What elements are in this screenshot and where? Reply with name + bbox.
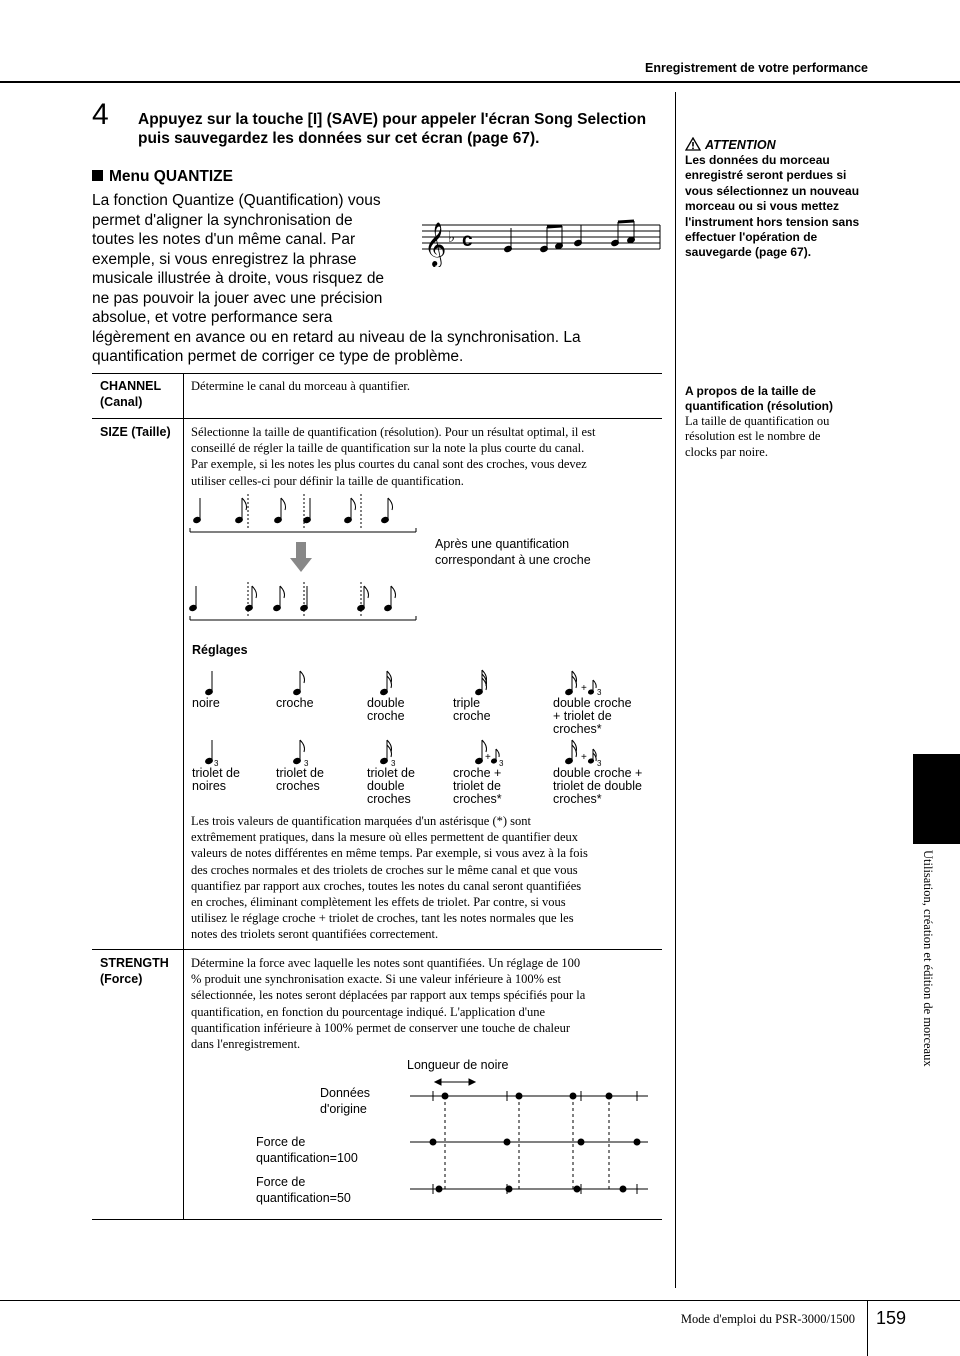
step-instruction (138, 110, 668, 148)
column-divider (675, 92, 676, 1288)
sidenote-heading (685, 384, 875, 415)
page-number: 159 (876, 1308, 907, 1328)
term-line: (Force) (100, 972, 143, 986)
intro-line: ne pas pouvoir la jouer avec une précision (92, 289, 383, 307)
setting-label (553, 767, 642, 807)
desc-line: en croches, éliminant complètement les effets de triolet. Par contre, si vous (191, 895, 566, 910)
eighth-plus-triplet-icon (475, 740, 504, 768)
table-row-rule (92, 949, 662, 950)
footer-rule (0, 1300, 960, 1301)
chapter-tab (913, 754, 960, 844)
desc-line: % produit une synchronisation exacte. Si une valeur inférieure à 100% est (191, 972, 562, 987)
settings-row2-notes (192, 738, 652, 768)
svg-text:3: 3 (499, 759, 504, 768)
desc-line: des croches normales et des triolets de croches sur le même canal et que vous (191, 862, 578, 877)
term-line: CHANNEL (100, 379, 162, 393)
attention-line: morceau ou si vous mettez (685, 199, 840, 214)
desc-line: Sélectionne la taille de quantification (résolution). Pour un résultat optimal, il est (191, 425, 596, 439)
attention-title: ATTENTION (705, 138, 776, 152)
setting-label-line: triolet de (276, 766, 324, 780)
setting-label-line: croche (453, 709, 491, 724)
warning-icon (685, 137, 701, 151)
attention-line: sauvegarde (page 67). (685, 245, 812, 260)
setting-label (367, 767, 415, 807)
desc-line: sélectionnée, les notes seront déplacées par rapport aux temps spécifiés pour la (191, 988, 586, 1003)
attention-line: Les données du morceau (685, 153, 830, 167)
desc-line: conseillé de régler la taille de quantification sur la note la plus courte du canal. (191, 441, 585, 456)
setting-label (276, 767, 324, 793)
sixteenth-note-icon (380, 671, 392, 696)
desc-line: utiliser celles-ci pour définir la taille de quantification. (191, 473, 464, 488)
intro-line: quantification permet de corriger ce type de problème. (92, 348, 464, 365)
attention-line: enregistré seront perdues si (685, 168, 847, 183)
running-header: Enregistrement de votre performance (645, 61, 868, 75)
step-number: 4 (92, 98, 109, 131)
chapter-tab-label: Utilisation, création et édition de morceaux (921, 850, 935, 1067)
desc-line: quantification, en fonction du pourcentage indiqué. L'application d'une (191, 1004, 546, 1019)
eighth-note-icon (293, 671, 305, 696)
sidenote-line: La taille de quantification ou (685, 414, 830, 428)
after-quantize-label (435, 536, 591, 568)
quarter-length-label: Longueur de noire (407, 1058, 509, 1072)
svg-text:c: c (462, 230, 473, 251)
table-column-divider (183, 373, 184, 1220)
down-arrow-icon (290, 542, 312, 572)
intro-line: musicale illustrée à droite, vous risquez de (92, 270, 385, 287)
eighth-triplet-icon (293, 740, 309, 768)
setting-label-line: croche (276, 696, 314, 710)
intro-line: toutes les notes d'un même canal. Par (92, 231, 356, 248)
size-note-paragraph (191, 813, 661, 943)
attention-line: l'instrument hors tension sans (685, 214, 860, 229)
intro-line: légèrement en avance ou en retard au niveau de la synchronisation. La (92, 328, 581, 346)
setting-label-line: double (367, 779, 405, 794)
quarter-note-icon (205, 671, 213, 696)
desc-line: quantification inférieure à 100% permet de conserver une touche de chaleur (191, 1020, 570, 1035)
step-line-1: Appuyez sur la touche [I] (SAVE) pour appeler l'écran Song Selection (138, 111, 647, 128)
svg-text:+: + (581, 752, 587, 763)
desc-line: valeurs de notes différentes en même temps. Par exemple, si vous avez à la fois (191, 846, 588, 861)
setting-label-line: croches* (453, 792, 502, 807)
force100-label (256, 1134, 358, 1166)
desc-channel: Détermine le canal du morceau à quantifier. (191, 379, 410, 393)
label-line: quantification=50 (256, 1191, 351, 1205)
table-row-rule (92, 418, 662, 419)
setting-label (367, 697, 405, 723)
force50-label (256, 1174, 351, 1206)
desc-line: dans l'enregistrement. (191, 1037, 301, 1052)
original-data-label (320, 1085, 370, 1117)
setting-label-line: noire (192, 696, 220, 710)
term-line: (Canal) (100, 395, 143, 409)
setting-label-line: double (367, 696, 405, 710)
svg-text:3: 3 (391, 759, 396, 768)
label-line: Force de (256, 1135, 306, 1149)
desc-size (191, 424, 661, 489)
setting-label-line: triolet de double (553, 779, 642, 794)
setting-label (453, 767, 502, 807)
section-heading-text: Menu QUANTIZE (109, 168, 233, 185)
sidenote-heading-line: quantification (résolution) (685, 399, 833, 414)
setting-label (192, 767, 240, 793)
svg-text:+: + (485, 752, 491, 763)
svg-text:3: 3 (597, 759, 602, 768)
original-notes (193, 498, 393, 524)
setting-label-line: triolet de (192, 766, 240, 780)
strength-timing-diagram (405, 1072, 655, 1202)
setting-label-line: croches (367, 792, 411, 807)
step-line-2: puis sauvegardez les données sur cet écran (page 67). (138, 130, 540, 147)
setting-label-line: triple (453, 696, 481, 710)
setting-label (453, 697, 491, 723)
svg-text:+: + (581, 683, 587, 694)
sixteenth-triplet-icon (380, 740, 396, 768)
attention-line: effectuer l'opération de (685, 230, 818, 245)
desc-line: extrêmement pratiques, dans la mesure où elles permettent de quantifier deux (191, 830, 579, 845)
term-size: SIZE (Taille) (100, 425, 171, 439)
setting-label-line: double croche + (553, 766, 643, 780)
intro-line: permet d'aligner la synchronisation de (92, 211, 353, 229)
label-line: quantification=100 (256, 1151, 358, 1165)
svg-text:3: 3 (597, 688, 602, 697)
term-line: STRENGTH (100, 956, 169, 970)
svg-text:𝄞: 𝄞 (424, 224, 447, 266)
table-top-rule (92, 373, 662, 374)
table-bottom-rule (92, 1219, 662, 1220)
setting-label (553, 697, 632, 737)
setting-label-line: croches* (553, 722, 602, 737)
desc-line: utilisez le réglage croche + triolet de croches, tant les notes normales que les (191, 911, 574, 926)
settings-row1-notes (192, 668, 652, 698)
sidenote-text (685, 414, 875, 460)
intro-line: absolue, et votre performance sera (92, 309, 333, 326)
section-heading (92, 168, 233, 186)
attention-text (685, 153, 875, 261)
desc-line: quantifiez par rapport aux croches, toutes les notes du canal seront quantifiées (191, 878, 582, 893)
label-line: Données (320, 1086, 371, 1100)
footer-divider (867, 1300, 868, 1356)
svg-text:♭: ♭ (448, 229, 456, 246)
setting-label-line: triolet de (453, 779, 501, 794)
setting-label-line: croche + (453, 766, 502, 780)
term-strength (100, 955, 180, 987)
attention-line: vous sélectionnez un nouveau (685, 183, 860, 198)
setting-label-line: croche (367, 709, 405, 724)
setting-label (192, 697, 220, 710)
square-bullet-icon (92, 170, 103, 181)
label-line: Force de (256, 1175, 306, 1189)
sidenote-heading-line: A propos de la taille de (685, 384, 816, 398)
setting-label (276, 697, 314, 710)
setting-label-line: double croche (553, 696, 632, 710)
header-rule (0, 81, 960, 83)
settings-title: Réglages (192, 643, 248, 657)
term-channel (100, 378, 180, 410)
thirty-second-note-icon (475, 670, 487, 696)
quantize-example-diagram (186, 490, 426, 630)
label-line: correspondant à une croche (435, 553, 591, 567)
desc-line: Les trois valeurs de quantification marquées d'un astérisque (*) sont (191, 814, 532, 828)
desc-line: notes des triolets seront quantifiées correctement. (191, 927, 439, 942)
attention-heading (685, 137, 776, 152)
setting-label-line: + triolet de (553, 709, 612, 724)
svg-text:3: 3 (214, 759, 219, 768)
desc-strength (191, 955, 661, 1052)
sixteenth-plus-sixteenth-triplet-icon (565, 740, 602, 768)
music-phrase-staff (418, 215, 666, 267)
desc-line: Détermine la force avec laquelle les notes sont quantifiées. Un réglage de 100 (191, 956, 581, 970)
intro-line: exemple, si vous enregistrez la phrase (92, 250, 357, 268)
label-line: Après une quantification (435, 537, 570, 551)
setting-label-line: triolet de (367, 766, 415, 780)
label-line: d'origine (320, 1102, 367, 1116)
setting-label-line: croches (276, 779, 320, 794)
sidenote-line: clocks par noire. (685, 444, 768, 459)
sixteenth-plus-triplet-icon (565, 671, 602, 697)
quarter-triplet-icon (205, 740, 219, 768)
desc-line: Par exemple, si les notes les plus courtes du canal sont des croches, vous devez (191, 457, 587, 472)
sidenote-line: résolution est le nombre de (685, 429, 821, 444)
setting-label-line: croches* (553, 792, 602, 807)
intro-line: La fonction Quantize (Quantification) vous (92, 192, 381, 209)
quantized-notes (189, 586, 396, 612)
svg-text:3: 3 (304, 759, 309, 768)
setting-label-line: noires (192, 779, 227, 794)
footer-manual-title: Mode d'emploi du PSR-3000/1500 (680, 1312, 855, 1326)
